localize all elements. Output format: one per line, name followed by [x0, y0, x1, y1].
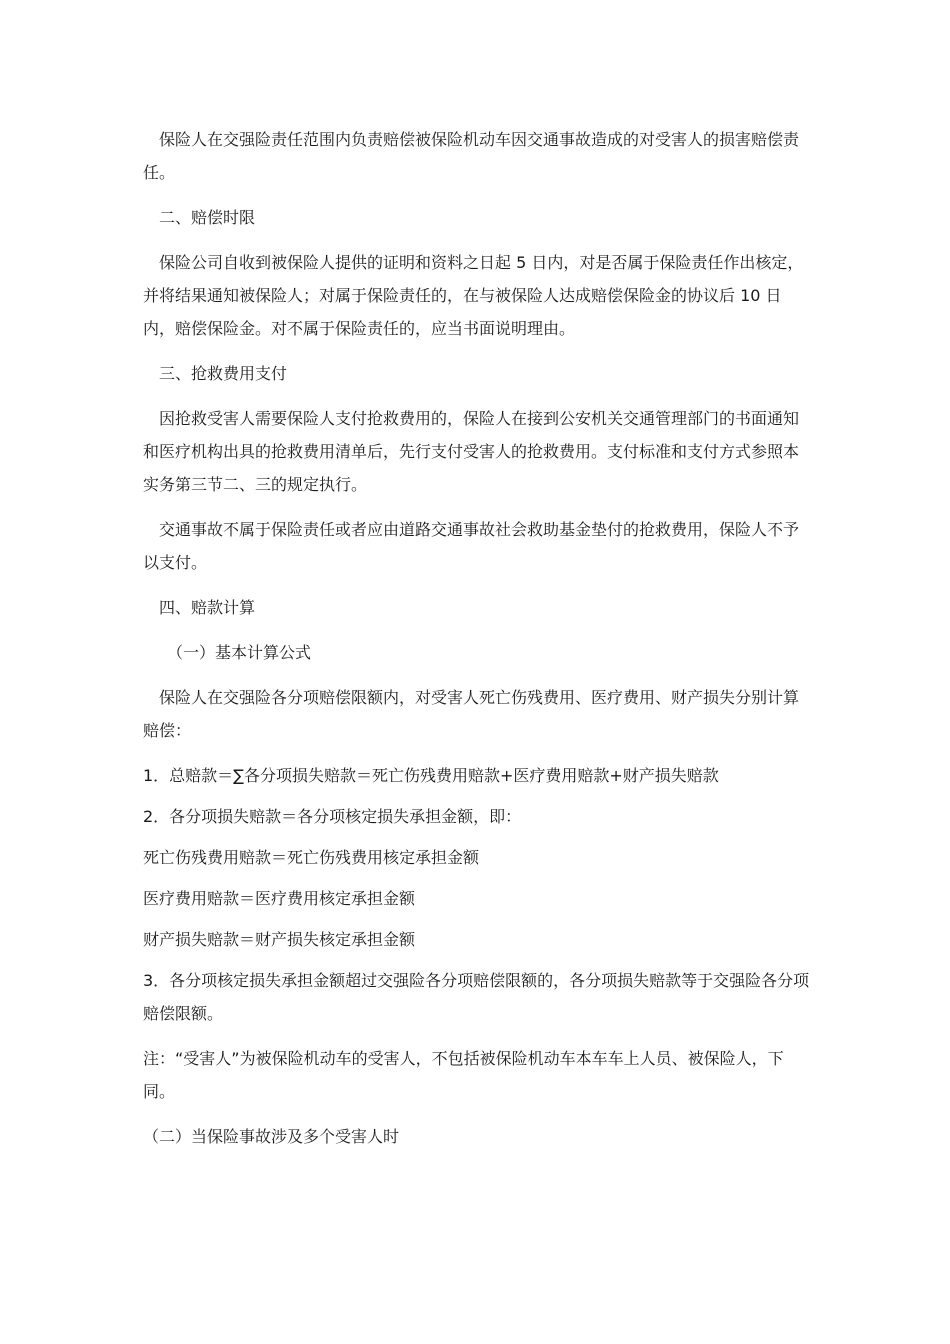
formula-total-claim: 1．总赔款＝∑各分项损失赔款＝死亡伤残费用赔款+医疗费用赔款+财产损失赔款	[143, 766, 719, 785]
subheading-multiple-victims: （二）当保险事故涉及多个受害人时	[143, 1127, 400, 1146]
paragraph-rescue-cost-exclusion: 交通事故不属于保险责任或者应由道路交通事故社会救助基金垫付的抢救费用，保险人不予以支付。	[143, 520, 800, 572]
formula-property: 财产损失赔款＝财产损失核定承担金额	[143, 930, 416, 949]
heading-rescue-cost-payment: 三、抢救费用支付	[159, 364, 288, 383]
formula-death-disability: 死亡伤残费用赔款＝死亡伤残费用核定承担金额	[143, 848, 480, 867]
paragraph-rescue-cost: 因抢救受害人需要保险人支付抢救费用的，保险人在接到公安机关交通管理部门的书面通知和医疗机构出具的抢救费用清单后，先行支付受害人的抢救费用。支付标准和支付方式参照本实务第三节二、三的规定执行。	[143, 409, 800, 494]
note-victim-definition: 注：“受害人”为被保险机动车的受害人，不包括被保险机动车本车车上人员、被保险人，下同。	[143, 1049, 784, 1101]
heading-compensation-time-limit: 二、赔偿时限	[159, 208, 256, 227]
formula-medical: 医疗费用赔款＝医疗费用核定承担金额	[143, 889, 416, 908]
formula-item-claim: 2．各分项损失赔款＝各分项核定损失承担金额，即：	[143, 807, 522, 826]
document-body	[143, 123, 811, 1165]
paragraph-liability-scope: 保险人在交强险责任范围内负责赔偿被保险机动车因交通事故造成的对受害人的损害赔偿责任。	[143, 130, 800, 182]
paragraph-time-limit: 保险公司自收到被保险人提供的证明和资料之日起 5 日内，对是否属于保险责任作出核定，并将结果通知被保险人；对属于保险责任的，在与被保险人达成赔偿保险金的协议后 10 日内，赔偿保险金。对不属于保险责任的，应当书面说明理由。	[143, 253, 804, 338]
formula-limit-exceeded: 3．各分项核定损失承担金额超过交强险各分项赔偿限额的，各分项损失赔款等于交强险各分项赔偿限额。	[143, 971, 810, 1023]
subheading-basic-formula: （一）基本计算公式	[167, 643, 312, 662]
heading-claim-calculation: 四、赔款计算	[159, 598, 256, 617]
paragraph-formula-intro: 保险人在交强险各分项赔偿限额内，对受害人死亡伤残费用、医疗费用、财产损失分别计算赔偿：	[143, 688, 800, 740]
